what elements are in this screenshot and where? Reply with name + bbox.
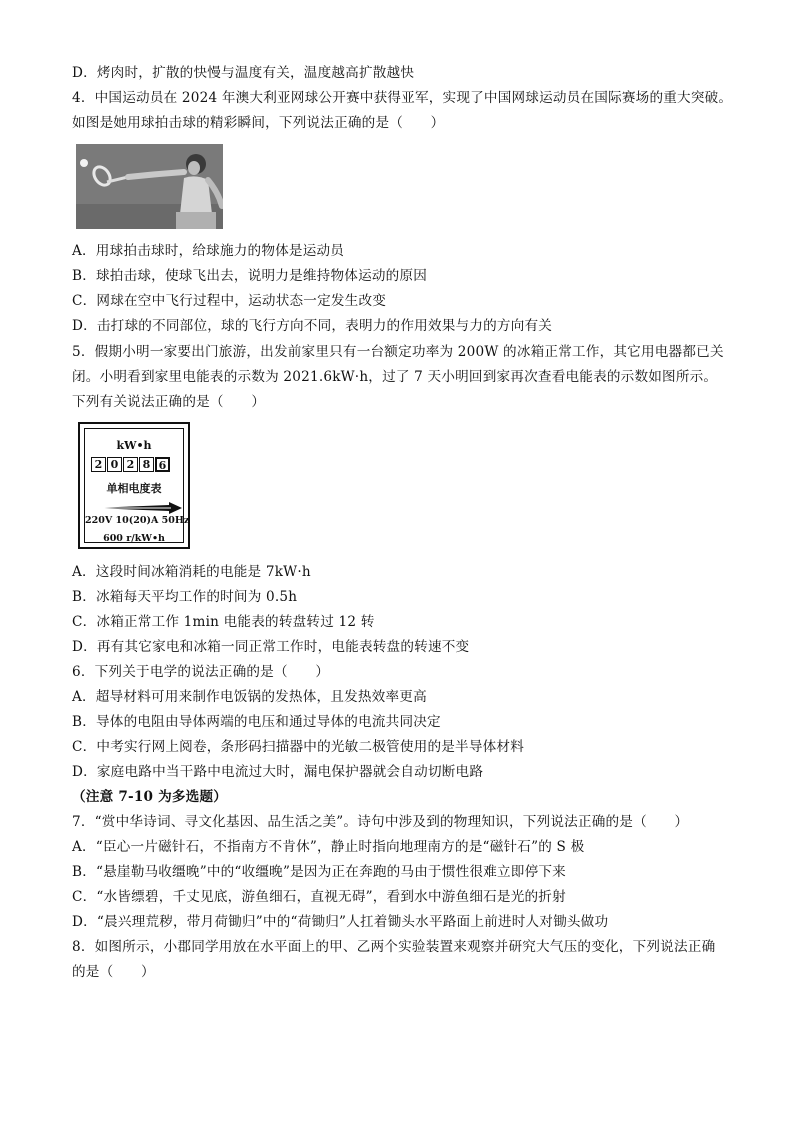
option-4a: A．用球拍击球时，给球施力的物体是运动员 (72, 243, 345, 259)
option-4b: B．球拍击球，使球飞出去，说明力是维持物体运动的原因 (72, 268, 428, 284)
meter-unit: kW•h (116, 439, 152, 452)
question-8-stem-end: 的是（ ） (72, 964, 155, 980)
option-5a: A．这段时间冰箱消耗的电能是 7kW·h (72, 564, 311, 580)
meter-digit: 8 (139, 457, 154, 472)
option-4c: C．网球在空中飞行过程中，运动状态一定发生改变 (72, 293, 387, 309)
question-5-stem: 5．假期小明一家要出门旅游，出发前家里只有一台额定功率为 200W 的冰箱正常工作，其它用电器都已关 (72, 344, 724, 360)
option-7c: C．“水皆缥碧，千丈见底，游鱼细石，直视无碍”，看到水中游鱼细石是光的折射 (72, 889, 566, 905)
meter-spec: 220V 10(20)A 50Hz (85, 515, 190, 526)
option-4d: D．击打球的不同部位，球的飞行方向不同，表明力的作用效果与力的方向有关 (72, 318, 553, 334)
option-5d: D．再有其它家电和冰箱一同正常工作时，电能表转盘的转速不变 (72, 639, 470, 655)
option-5c: C．冰箱正常工作 1min 电能表的转盘转过 12 转 (72, 614, 375, 630)
tennis-photo-drawing (76, 144, 223, 229)
option-7b: B．“悬崖勒马收缰晚”中的“收缰晚”是因为正在奔跑的马由于惯性很难立即停下来 (72, 864, 566, 880)
question-4-stem-cont: 如图是她用球拍击球的精彩瞬间，下列说法正确的是（ ） (72, 115, 445, 131)
multi-choice-note: （注意 7-10 为多选题） (72, 789, 228, 805)
tennis-player-photo (76, 144, 223, 229)
question-5-stem-cont: 闭。小明看到家里电能表的示数为 2021.6kW·h，过了 7 天小明回到家再次查看电能表的示数如图所示。 (72, 369, 718, 385)
question-7-stem: 7．“赏中华诗词、寻文化基因、品生活之美”。诗句中涉及到的物理知识，下列说法正确的是（ ） (72, 814, 689, 830)
meter-digit: 2 (91, 457, 106, 472)
option-6a: A．超导材料可用来制作电饭锅的发热体，且发热效率更高 (72, 689, 427, 705)
electric-meter-figure (78, 422, 190, 549)
meter-panel (84, 428, 190, 544)
option-6d: D．家庭电路中当干路中电流过大时，漏电保护器就会自动切断电路 (72, 764, 484, 780)
meter-digits (91, 457, 171, 472)
option-7a: A．“臣心一片磁针石，不指南方不肯休”，静止时指向地理南方的是“磁针石”的 S 极 (72, 839, 585, 855)
meter-digit: 2 (123, 457, 138, 472)
meter-name: 单相电度表 (106, 482, 162, 495)
meter-digit-decimal: 6 (155, 457, 170, 472)
question-4-stem: 4．中国运动员在 2024 年澳大利亚网球公开赛中获得亚军，实现了中国网球运动员在国际赛场的重大突破。 (72, 90, 733, 106)
question-5-stem-end: 下列有关说法正确的是（ ） (72, 394, 266, 410)
meter-digit: 0 (107, 457, 122, 472)
option-6c: C．中考实行网上阅卷，条形码扫描器中的光敏二极管使用的是半导体材料 (72, 739, 524, 755)
option-3d: D．烤肉时，扩散的快慢与温度有关，温度越高扩散越快 (72, 65, 415, 81)
option-5b: B．冰箱每天平均工作的时间为 0.5h (72, 589, 298, 605)
meter-revolutions: 600 r/kW•h (103, 533, 165, 544)
question-6-stem: 6．下列关于电学的说法正确的是（ ） (72, 664, 330, 680)
question-8-stem: 8．如图所示，小郡同学用放在水平面上的甲、乙两个实验装置来观察并研究大气压的变化，下列说法正确 (72, 939, 716, 955)
option-6b: B．导体的电阻由导体两端的电压和通过导体的电流共同决定 (72, 714, 441, 730)
option-7d: D．“晨兴理荒秽，带月荷锄归”中的“荷锄归”人扛着锄头水平路面上前进时人对锄头做功 (72, 914, 609, 930)
